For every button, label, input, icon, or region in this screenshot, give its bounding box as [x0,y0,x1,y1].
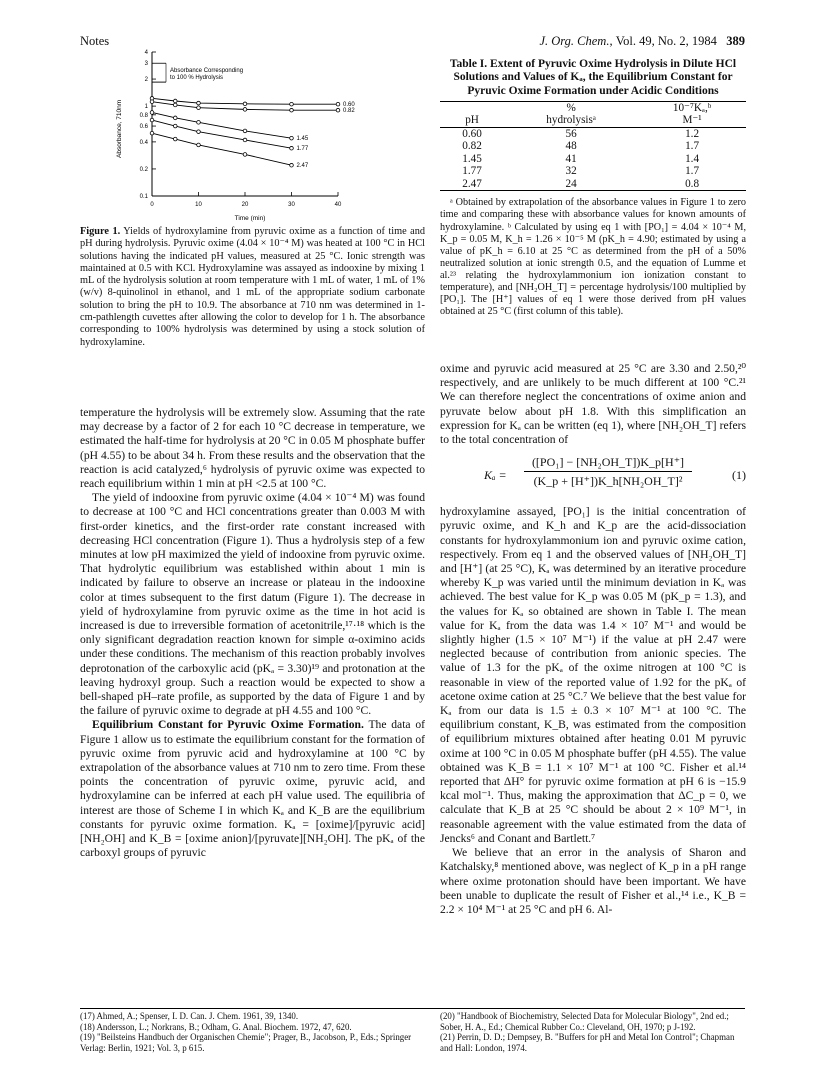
table-header-row-2 [440,114,746,127]
figure-1 [100,48,400,223]
data-point [243,129,247,133]
footnotes-left [80,1011,425,1053]
x-tick-label: 10 [195,202,202,208]
col-header-hydrolysis-bottom: hydrolysisᵃ [546,114,596,127]
table-row [440,178,746,191]
y-tick-label: 4 [144,50,148,56]
equation-1 [440,455,746,499]
table-row [440,140,746,153]
cell-ka: 1.4 [685,152,700,165]
cell-ka: 1.2 [685,127,700,140]
y-axis-label: Absorbance, 710nm [116,99,123,158]
x-tick-label: 40 [334,202,342,208]
page-number: 389 [726,34,745,48]
data-point [336,108,340,112]
series-line-ph-1.77 [152,120,292,148]
data-point [243,153,247,157]
data-point [150,131,154,135]
y-tick-label: 0.8 [139,112,148,119]
y-tick-label: 0.4 [139,139,148,146]
table-grid [440,101,746,192]
data-point [173,116,177,120]
left-paragraph-2: The yield of indooxine from pyruvic oxime (4.04 × 10⁻⁴ M) was found to decrease at 100 °C and HCl concentrations greater than 0.003 M with first-order kinetics, and the first-order rate constant increased with decreasing HCl concentration (Figure 1). Thus a hydrolysis step of a few minutes at low pH maximized the yield of indooxine from pyruvic oxime. That hydrolytic equilibrium was established within about 1 min is indicated by failure to observe an increase or plateau in the indooxine color at times subsequent to the first datum (Figure 1). The decrease in yield of hydroxylamine from pyruvic oxime as the time in hot acid is increased is due to irreversible formation of acetonitrile,¹⁷·¹⁸ which is the only significant degradation reaction known for simple α-oximino acids under these conditions. The mechanism of this reaction probably involves deprotonation of the carboxylic acid (pKₐ = 3.30)¹⁹ and protonation at the leaving hydroxyl group. Such a reaction would be expected to show a bell-shaped pH–rate profile, as supported by the data of Figure 1 and by the failure of pyruvic oxime to degrade at pH 4.55 and 100 °C. [80,491,425,718]
x-tick-label: 20 [241,202,249,208]
series-label: 1.45 [296,136,309,143]
cell-hydrolysis: 48 [565,140,577,153]
data-point [173,99,177,103]
data-point [290,163,294,167]
footnote-rule [80,1008,745,1009]
left-column-body [80,406,425,861]
right-paragraph-1: oxime and pyruvic acid measured at 25 °C are 3.30 and 2.50,²⁰ respectively, and are unlikely to be much different at 100 °C.²¹ We can therefore neglect the concentrations of oxime anion and pyruvate below about pH 1.8. With this simplification an expression for Kₐ can be written (eq 1), where [NH₂OH_T] refers to the total concentration of [440,362,746,447]
cell-ka: 1.7 [685,165,700,178]
journal-name: J. Org. Chem., [539,34,613,48]
cell-ph: 1.77 [462,165,482,178]
running-header-left: Notes [80,34,110,48]
volume-info: Vol. 49, No. 2, 1984 [615,34,717,48]
footnote-20: (20) "Handbook of Biochemistry, Selected Data for Molecular Biology", 2nd ed.; Sober, H. A., Ed.; Chemical Rubber Co.: Cleveland, OH, 1970; p J-192. [440,1011,729,1032]
equation-lhs: Kₐ = [484,468,507,483]
data-point [197,143,201,147]
data-point [197,106,201,110]
col-header-ka-top: 10⁻⁷Kₐ,ᵇ [672,101,712,114]
left-paragraph-3-text: The data of Figure 1 allow us to estimate the equilibrium constant for the formation of pyruvic oxime from pyruvic acid and hydroxylamine at 100 °C by extrapolation of the absorbance values at 710 nm to zero time. From these points the concentration of pyruvic oxime, pyruvic acid, and hydroxylamine can be inferred at each pH value used. The equilibria of interest are those of Scheme I in which Kₐ and K_B are the equilibrium constants for pyruvic oxime formation. Kₐ = [oxime]/[pyruvic acid][NH₂OH] and K_B = [oxime anion]/[pyruvate][NH₂OH]. The pKₐ of the carboxyl groups of pyruvic [80,718,425,860]
cell-hydrolysis: 24 [565,177,577,190]
figure-caption [80,226,425,349]
equation-fraction [524,455,692,488]
legend-line-1: Absorbance Corresponding [170,68,244,74]
figure-caption-text: Yields of hydroxylamine from pyruvic oxime as a function of time and pH during hydrolysis. Pyruvic oxime (4.04 × 10⁻⁴ M) was heated at 100 °C in HCl solutions having the indicated pH values, measured at 25 °C. Ionic strength was maintained at 0.5 with KCl. Hydroxylamine was assayed as indooxine by mixing 1 mL of the hydrolysis solution at room temperature with 1 mL of water, 1 mL of 1% (w/v) 8-quinolinol in ethanol, and 1 mL of the appropriate sodium carbonate solution to bring the pH to 10.9. The absorbance at 710 nm was determined in 1-cm-pathlength cuvettes after allowing the color to develop for 1 h. The absorbance corresponding to 100% hydrolysis was determined by using a stock solution of hydroxylamine. [80,226,425,348]
data-point [243,108,247,112]
data-point [197,101,201,105]
table-row [440,165,746,178]
cell-ka: 1.7 [685,140,700,153]
data-point [290,102,294,106]
equation-label: (1) [732,468,746,483]
series-label: 1.77 [296,146,309,153]
data-point [336,102,340,106]
running-header-right [539,34,745,49]
cell-ph: 1.45 [462,152,482,165]
table-row [440,127,746,140]
y-tick-label: 3 [144,61,148,68]
series-label: 2.47 [296,163,309,170]
cell-hydrolysis: 32 [565,165,577,178]
y-tick-label: 0.2 [139,166,148,173]
data-point [173,137,177,141]
equation-denominator: (K_p + [H⁺])K_h[NH₂OH_T]² [533,474,683,489]
y-tick-label: 0.1 [139,194,148,200]
series-line-ph-2.47 [152,133,292,165]
data-point [197,130,201,134]
right-column-body [440,362,746,917]
series-label: 0.60 [343,102,355,109]
cell-ph: 0.60 [462,127,482,140]
table-row [440,153,746,166]
legend-line-2: to 100 % Hydrolysis [170,75,224,81]
data-point [173,103,177,107]
table-footnote: ᵃ Obtained by extrapolation of the absorbance values in Figure 1 to zero time and comparing these with absorbance values for known amounts of hydroxylamine. ᵇ Calculated by using eq 1 with [PO₁] = 4.04 × 10⁻⁴ M, K_p = 0.05 M, K_h = 1.26 × 10⁻⁵ M (pK_h = 4.90; estimated by using a value of pK_h = 6.10 at 25 °C as determined from the pH of a 50% neutralized solution at ionic strength 0.5, and the equation of Lumme et al.²³ relating the hydroxylammonium ion ionization constant to temperature), and [NH₂OH_T] = percentage hydrolysis/100 multiplied by [PO₁]. The [H⁺] values of eq 1 were those derived from pH values obtained at 25 °C (first column of this table). [440,197,746,318]
data-point [150,111,154,115]
x-tick-label: 0 [150,202,154,208]
section-heading: Equilibrium Constant for Pyruvic Oxime Formation. [92,718,364,732]
left-paragraph-3 [80,718,425,860]
data-point [243,102,247,106]
data-point [290,136,294,140]
footnote-21: (21) Perrin, D. D.; Dempsey, B. "Buffers for pH and Metal Ion Control"; Chapman and Hall: London, 1974. [440,1032,735,1053]
cell-ka: 0.8 [685,177,700,190]
x-tick-label: 30 [288,202,295,208]
series-label: 0.82 [343,108,355,115]
figure-1-chart [100,48,400,223]
left-paragraph-1: temperature the hydrolysis will be extremely slow. Assuming that the rate may decrease by a factor of 2 for each 10 °C decrease in temperature, we estimated the half-time for hydrolysis at 20 °C in 0.05 M phosphate buffer (pH 4.55) to be about 34 h. From these results and the observation that the reaction is acid catalyzed,⁶ hydrolysis of pyruvic oxime was expected to reach equilibrium within 1 min at pH <2.5 at 100 °C. [80,406,425,491]
data-point [290,108,294,112]
data-point [243,138,247,142]
right-paragraph-3: We believe that an error in the analysis of Sharon and Katchalsky,⁸ mentioned above, was neglect of K_p in a pH range where oxime protonation should have been important. We have been unable to duplicate the result of Fisher et al.,¹⁴ i.e., K_B = 2.2 × 10⁴ M⁻¹ at 25 °C and pH 6. Al- [440,846,746,916]
table-1 [440,58,746,318]
table-header-row-1 [440,101,746,114]
figure-caption-title: Figure 1. [80,226,121,237]
equation-numerator: ([PO₁] − [NH₂OH_T])K_p[H⁺] [524,455,692,472]
footnote-19: (19) "Beilsteins Handbuch der Organischen Chemie"; Prager, B., Jacobson, P., Eds.; Springer Verlag: Berlin, 1921; Vol. 3, p 615. [80,1032,412,1053]
data-point [173,124,177,128]
footnotes-right [440,1011,746,1053]
x-axis-label: Time (min) [234,215,266,222]
data-point [290,146,294,150]
cell-hydrolysis: 56 [565,127,577,140]
cell-ph: 2.47 [462,177,482,190]
cell-ph: 0.82 [462,140,482,153]
data-point [150,118,154,122]
footnote-18: (18) Andersson, L.; Norkrans, B.; Odham, G. Anal. Biochem. 1972, 47, 620. [80,1021,352,1032]
footnote-17: (17) Ahmed, A.; Spenser, I. D. Can. J. Chem. 1961, 39, 1340. [80,1011,299,1021]
y-tick-label: 0.6 [139,124,148,131]
data-point [150,100,154,104]
col-header-ka-bottom: M⁻¹ [682,114,702,127]
data-point [197,121,201,125]
cell-hydrolysis: 41 [565,152,577,165]
right-paragraph-2: hydroxylamine assayed, [PO₁] is the initial concentration of pyruvic oxime, and K_h and K_p are the acid-dissociation constants for hydroxylammonium ion and pyruvic oxime cation, respectively. From eq 1 and the observed values of [NH₂OH_T] and [H⁺] (at 25 °C), Kₐ was determined by an iterative procedure whereby K_p was varied until the minimum deviation in Kₐ was achieved. The best value for K_p was 0.05 M (pK_p = 1.3), and the values for Kₐ so obtained are shown in Table I. The mean value for Kₐ from the data was 1.4 × 10⁷ M⁻¹ and would be slightly higher (1.5 × 10⁷ M⁻¹) if the value at pH 2.47 were neglected because of contribution from anionic species. The value of 1.3 for the pKₐ of the oxime nitrogen at 100 °C is reasonable in view of the reported value of 1.92 for the pKₐ of acetone oxime cation at 25 °C.⁷ We believe that the best value for Kₐ from our data is 1.5 ± 0.3 × 10⁷ M⁻¹ at 100 °C. The equilibrium constant, K_B, was estimated from the composition of equilibrium mixtures obtained after heating 0.01 M pyruvic oxime at 100 °C in 0.05 M phosphate buffer (pH 4.55). The value obtained was K_B = 1.1 × 10⁷ M⁻¹ at 100 °C. Fisher et al.¹⁴ reported that ΔH° for pyruvic oxime formation at pH 6 is −15.9 kcal mol⁻¹. Thus, making the approximation that ΔC_p = 0, we calculate that K_B at 25 °C should be about 2 × 10⁹ M⁻¹, in reasonable agreement with the value estimated from the data of Jencks⁶ and Conant and Bartlett.⁷ [440,505,746,845]
table-title: Table I. Extent of Pyruvic Oxime Hydrolysis in Dilute HCl Solutions and Values of Kₐ, the Equilibrium Constant for Pyruvic Oxime Formation under Acidic Conditions [449,58,737,97]
y-tick-label: 1 [144,104,148,111]
y-tick-label: 2 [144,77,148,84]
col-header-ph: pH [465,114,479,127]
col-header-hydrolysis-top: % [566,101,576,114]
